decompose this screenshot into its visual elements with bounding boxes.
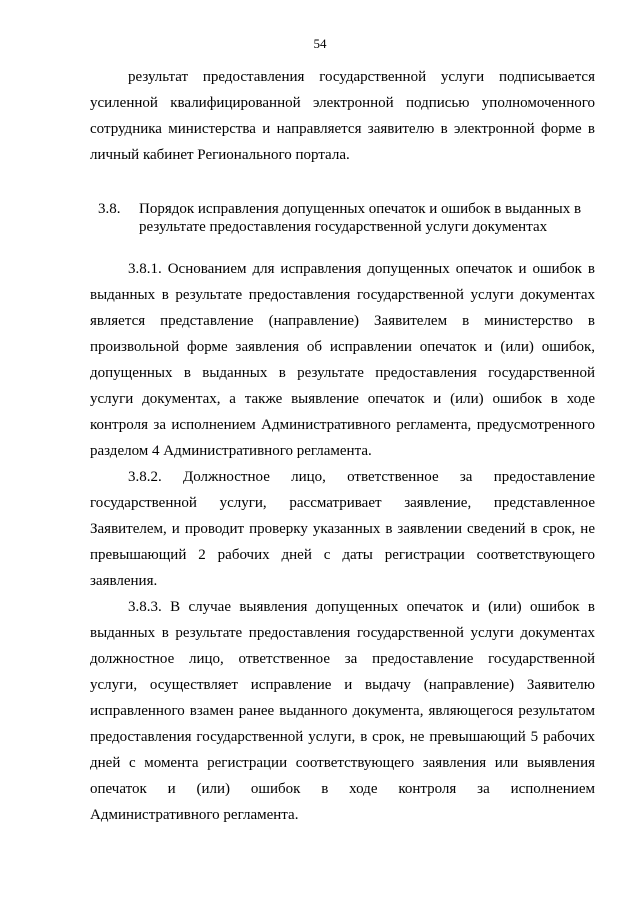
text-line: государственной услуги, рассматривает заявление, представленное — [90, 495, 595, 511]
text-line: является представление (направление) Заявителем в министерство в — [90, 313, 595, 329]
text-line: превышающий 2 рабочих дней с даты регистрации соответствующего — [90, 547, 595, 563]
text-line: результат предоставления государственной услуги подписывается — [128, 69, 595, 85]
text-line: 3.8.2. Должностное лицо, ответственное за предоставление — [128, 469, 595, 485]
section-title-line: результате предоставления государственной услуги документах — [139, 219, 548, 235]
section-title-line: Порядок исправления допущенных опечаток и ошибок в выданных в — [139, 201, 582, 217]
text-line: усиленной квалифицированной электронной подписью уполномоченного — [90, 95, 595, 111]
text-line: услуги документах, а также выявление опечаток и (или) ошибок в ходе — [90, 391, 595, 407]
text-line: сотрудника министерства и направляется заявителю в электронной форме в — [90, 121, 595, 137]
text-line: произвольной форме заявления об исправлении опечаток и (или) ошибок, — [90, 339, 595, 355]
text-line: заявления. — [90, 573, 158, 589]
text-line: контроля за исполнением Административного регламента, предусмотренного — [90, 417, 595, 433]
text-line: должностное лицо, ответственное за предоставление государственной — [90, 651, 595, 667]
text-line: опечаток и (или) ошибок в ходе контроля за исполнением — [90, 781, 595, 797]
text-line: 3.8.3. В случае выявления допущенных опечаток и (или) ошибок в — [128, 599, 595, 615]
text-line: 3.8.1. Основанием для исправления допущенных опечаток и ошибок в — [128, 261, 595, 277]
text-line: разделом 4 Административного регламента. — [90, 443, 372, 459]
text-line: Административного регламента. — [90, 807, 299, 823]
text-line: выданных в результате предоставления государственной услуги документах — [90, 287, 595, 303]
text-line: услуги, осуществляет исправление и выдачу (направление) Заявителю — [90, 677, 595, 693]
text-line: исправленного взамен ранее выданного документа, являющегося результатом — [90, 703, 595, 719]
text-line: личный кабинет Регионального портала. — [90, 147, 350, 163]
text-line: предоставления государственной услуги, в срок, не превышающий 5 рабочих — [90, 729, 595, 745]
text-line: выданных в результате предоставления государственной услуги документах — [90, 625, 595, 641]
text-line: допущенных в выданных в результате предоставления государственной — [90, 365, 595, 381]
text-line: Заявителем, и проводит проверку указанных в заявлении сведений в срок, не — [90, 521, 595, 537]
text-line: дней с момента регистрации соответствующего заявления или выявления — [90, 755, 595, 771]
section-number: 3.8. — [98, 201, 121, 217]
page-number: 54 — [313, 36, 327, 51]
